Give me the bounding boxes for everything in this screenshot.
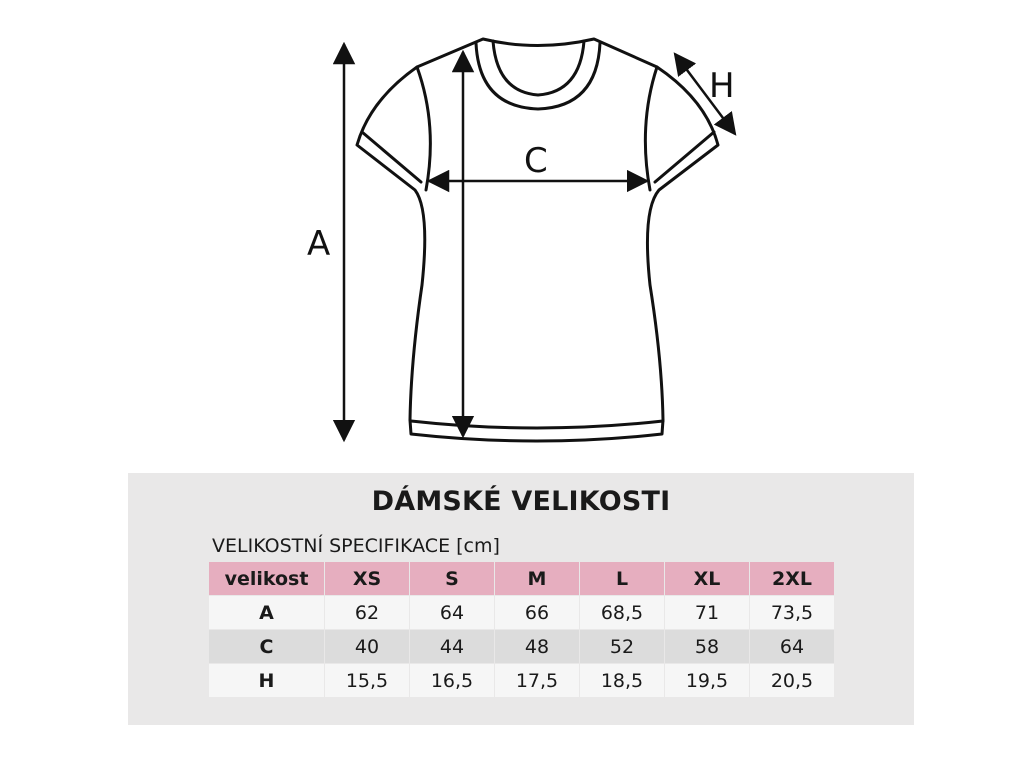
table-row — [209, 630, 834, 663]
header-cell: L — [580, 562, 664, 595]
table-cell: 15,5 — [325, 664, 409, 697]
header-cell: 2XL — [750, 562, 834, 595]
row-label: H — [209, 664, 324, 697]
table-cell: 58 — [665, 630, 749, 663]
header-cell: M — [495, 562, 579, 595]
label-a: A — [307, 224, 331, 264]
panel-subtitle: VELIKOSTNÍ SPECIFIKACE [cm] — [212, 535, 500, 557]
panel-title: DÁMSKÉ VELIKOSTI — [371, 486, 671, 517]
row-label: A — [209, 596, 324, 629]
label-c: C — [524, 141, 548, 181]
table-cell: 68,5 — [580, 596, 664, 629]
table-cell: 52 — [580, 630, 664, 663]
table-row — [209, 664, 834, 697]
table-cell: 71 — [665, 596, 749, 629]
table-cell: 73,5 — [750, 596, 834, 629]
table-cell: 40 — [325, 630, 409, 663]
label-h: H — [709, 66, 735, 106]
table-cell: 66 — [495, 596, 579, 629]
header-cell: XL — [665, 562, 749, 595]
table-cell: 20,5 — [750, 664, 834, 697]
table-cell: 64 — [410, 596, 494, 629]
row-label: C — [209, 630, 324, 663]
table-cell: 62 — [325, 596, 409, 629]
tshirt-outline — [357, 39, 718, 441]
header-cell: S — [410, 562, 494, 595]
table-cell: 16,5 — [410, 664, 494, 697]
size-table — [208, 561, 835, 698]
table-cell: 19,5 — [665, 664, 749, 697]
table-header-row — [209, 562, 834, 595]
table-cell: 18,5 — [580, 664, 664, 697]
table-cell: 44 — [410, 630, 494, 663]
table-cell: 48 — [495, 630, 579, 663]
table-cell: 64 — [750, 630, 834, 663]
header-cell: XS — [325, 562, 409, 595]
table-cell: 17,5 — [495, 664, 579, 697]
dimension-arrows — [344, 44, 735, 440]
header-cell: velikost — [209, 562, 324, 595]
table-row — [209, 596, 834, 629]
